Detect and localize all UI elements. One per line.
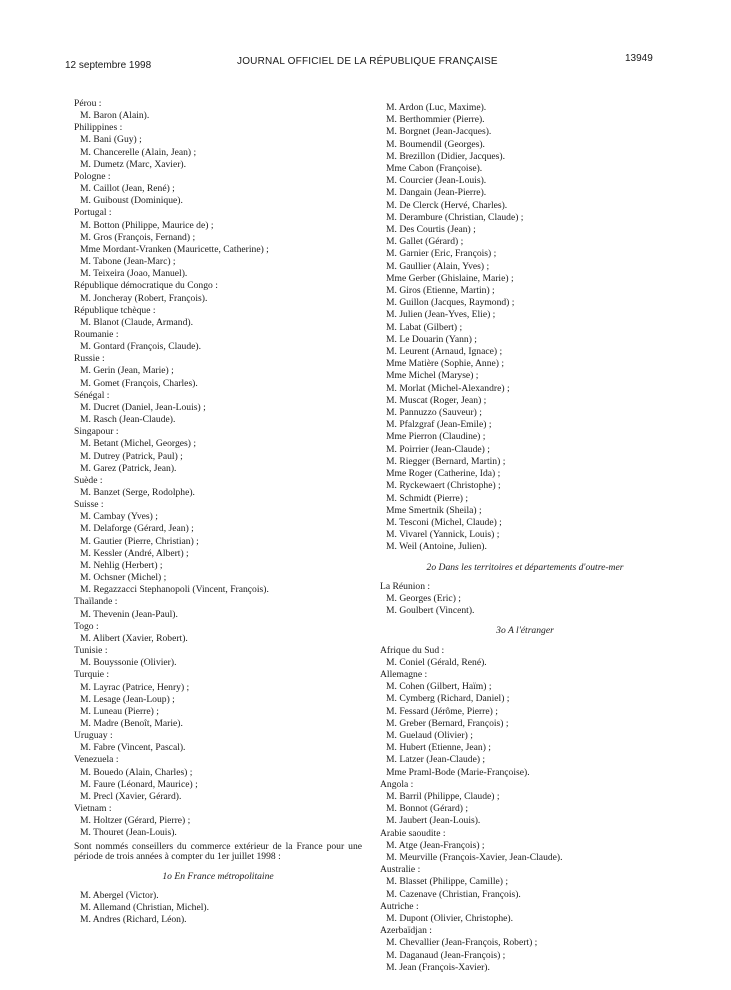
person-entry: M. Atge (Jean-François) ;: [386, 839, 485, 851]
country-heading: Vietnam :: [74, 803, 112, 815]
person-entry: Mme Praml-Bode (Marie-Françoise).: [386, 766, 530, 778]
person-entry: M. Delaforge (Gérard, Jean) ;: [80, 523, 194, 535]
person-entry: M. Vivarel (Yannick, Louis) ;: [386, 529, 500, 541]
person-entry: M. Labat (Gilbert) ;: [386, 321, 463, 333]
person-entry: M. De Clerck (Hervé, Charles).: [386, 199, 508, 211]
person-entry: M. Bouedo (Alain, Charles) ;: [80, 766, 193, 778]
country-heading: La Réunion :: [380, 580, 431, 592]
person-entry: M. Teixeira (Joao, Manuel).: [80, 268, 188, 280]
person-entry: M. Betant (Michel, Georges) ;: [80, 438, 196, 450]
person-entry: M. Dangain (Jean-Pierre).: [386, 187, 487, 199]
person-entry: M. Lesage (Jean-Loup) ;: [80, 693, 175, 705]
journal-title: JOURNAL OFFICIEL DE LA RÉPUBLIQUE FRANÇAISE: [237, 56, 498, 67]
person-entry: M. Riegger (Bernard, Martin) ;: [386, 455, 506, 467]
person-entry: M. Jean (François-Xavier).: [386, 961, 490, 973]
country-heading: Turquie :: [74, 669, 110, 681]
publication-date: 12 septembre 1998: [65, 60, 152, 71]
section-heading: 3o A l'étranger: [496, 625, 554, 637]
person-entry: M. Kessler (André, Albert) ;: [80, 547, 189, 559]
person-entry: M. Bani (Guy) ;: [80, 134, 142, 146]
person-entry: M. Blanot (Claude, Armand).: [80, 316, 193, 328]
person-entry: M. Cambay (Yves) ;: [80, 511, 158, 523]
person-entry: M. Georges (Eric) ;: [386, 592, 461, 604]
person-entry: M. Muscat (Roger, Jean) ;: [386, 394, 487, 406]
person-entry: M. Guillon (Jacques, Raymond) ;: [386, 297, 515, 309]
person-entry: M. Borgnet (Jean-Jacques).: [386, 126, 492, 138]
person-entry: M. Coniel (Gérald, René).: [386, 656, 487, 668]
person-entry: M. Ryckewaert (Christophe) ;: [386, 480, 501, 492]
person-entry: M. Courcier (Jean-Louis).: [386, 175, 487, 187]
person-entry: M. Giros (Etienne, Martin) ;: [386, 285, 495, 297]
person-entry: M. Fabre (Vincent, Pascal).: [80, 742, 186, 754]
person-entry: M. Bonnot (Gérard) ;: [386, 803, 469, 815]
country-heading: Togo :: [74, 620, 99, 632]
person-entry: M. Chancerelle (Alain, Jean) ;: [80, 146, 197, 158]
country-heading: Afrique du Sud :: [380, 644, 445, 656]
person-entry: Mme Michel (Maryse) ;: [386, 370, 479, 382]
person-entry: M. Blasset (Philippe, Camille) ;: [386, 876, 509, 888]
person-entry: M. Guiboust (Dominique).: [80, 195, 183, 207]
person-entry: M. Gros (François, Fernand) ;: [80, 231, 196, 243]
person-entry: M. Schmidt (Pierre) ;: [386, 492, 469, 504]
person-entry: M. Gontard (François, Claude).: [80, 341, 201, 353]
person-entry: M. Ducret (Daniel, Jean-Louis) ;: [80, 401, 206, 413]
country-heading: Portugal :: [74, 207, 112, 219]
country-heading: Uruguay :: [74, 730, 113, 742]
person-entry: M. Guelaud (Olivier) ;: [386, 729, 473, 741]
country-heading: Singapour :: [74, 426, 119, 438]
country-heading: Thaïlande :: [74, 596, 118, 608]
person-entry: M. Ochsner (Michel) ;: [80, 572, 167, 584]
person-entry: M. Cazenave (Christian, François).: [386, 888, 521, 900]
person-entry: M. Thevenin (Jean-Paul).: [80, 608, 178, 620]
person-entry: M. Weil (Antoine, Julien).: [386, 541, 487, 553]
person-entry: M. Fessard (Jérôme, Pierre) ;: [386, 705, 498, 717]
person-entry: M. Barril (Philippe, Claude) ;: [386, 790, 500, 802]
person-entry: M. Dupont (Olivier, Christophe).: [386, 913, 513, 924]
person-entry: M. Goulbert (Vincent).: [386, 605, 475, 617]
person-entry: M. Gerin (Jean, Marie) ;: [80, 365, 174, 377]
person-entry: M. Rasch (Jean-Claude).: [80, 414, 176, 426]
person-entry: M. Daganaud (Jean-François) ;: [386, 949, 506, 961]
person-entry: M. Andres (Richard, Léon).: [80, 914, 187, 925]
person-entry: M. Abergel (Victor).: [80, 889, 159, 901]
person-entry: M. Morlat (Michel-Alexandre) ;: [386, 382, 510, 394]
person-entry: M. Julien (Jean-Yves, Elie) ;: [386, 309, 496, 321]
person-entry: M. Joncheray (Robert, François).: [80, 292, 208, 304]
country-heading: Roumanie :: [74, 328, 119, 340]
person-entry: M. Precl (Xavier, Gérard).: [80, 790, 182, 802]
person-entry: Mme Smertnik (Sheila) ;: [386, 504, 482, 516]
country-heading: Sénégal :: [74, 389, 110, 401]
person-entry: M. Layrac (Patrice, Henry) ;: [80, 681, 190, 693]
person-entry: M. Greber (Bernard, François) ;: [386, 717, 509, 729]
country-heading: Angola :: [380, 778, 414, 790]
person-entry: M. Baron (Alain).: [80, 110, 150, 122]
person-entry: M. Cymberg (Richard, Daniel) ;: [386, 693, 510, 705]
person-entry: M. Brezillon (Didier, Jacques).: [386, 150, 505, 162]
person-entry: M. Hubert (Etienne, Jean) ;: [386, 742, 491, 754]
person-entry: M. Caillot (Jean, René) ;: [80, 183, 175, 195]
page-header: [0, 0, 731, 80]
person-entry: M. Banzet (Serge, Rodolphe).: [80, 487, 195, 498]
country-heading: Australie :: [380, 864, 421, 876]
person-entry: M. Tesconi (Michel, Claude) ;: [386, 516, 502, 528]
person-entry: M. Pfalzgraf (Jean-Emile) ;: [386, 419, 492, 431]
right-column: [380, 102, 670, 974]
person-entry: M. Leurent (Arnaud, Ignace) ;: [386, 346, 503, 358]
person-entry: M. Berthommier (Pierre).: [386, 114, 485, 126]
person-entry: M. Jaubert (Jean-Louis).: [386, 815, 481, 827]
person-entry: M. Pannuzzo (Sauveur) ;: [386, 407, 482, 419]
person-entry: M. Gomet (François, Charles).: [80, 377, 198, 389]
country-heading: Philippines :: [74, 122, 123, 134]
decree-paragraph: Sont nommés conseillers du commerce extérieur de la France pour une période de trois années à compter du 1er juillet 1998 :: [74, 840, 362, 863]
person-entry: M. Des Courtis (Jean) ;: [386, 224, 476, 236]
person-entry: M. Madre (Benoît, Marie).: [80, 717, 183, 729]
country-heading: Suède :: [74, 474, 103, 486]
person-entry: M. Allemand (Christian, Michel).: [80, 901, 209, 913]
person-entry: M. Dutrey (Patrick, Paul) ;: [80, 450, 183, 462]
person-entry: Mme Mordant-Vranken (Mauricette, Catherine) ;: [80, 243, 269, 255]
person-entry: Mme Matière (Sophie, Anne) ;: [386, 358, 505, 370]
person-entry: M. Gallet (Gérard) ;: [386, 236, 464, 248]
country-heading: Pologne :: [74, 170, 111, 182]
country-heading: République démocratique du Congo :: [74, 280, 218, 292]
person-entry: M. Ardon (Luc, Maxime).: [386, 102, 487, 113]
person-entry: M. Faure (Léonard, Maurice) ;: [80, 778, 198, 790]
person-entry: M. Garez (Patrick, Jean).: [80, 462, 177, 474]
country-heading: République tchèque :: [74, 304, 156, 316]
left-column: [74, 98, 362, 926]
country-heading: Pérou :: [74, 98, 102, 109]
country-heading: Azerbaïdjan :: [380, 925, 432, 937]
person-entry: M. Gaullier (Alain, Yves) ;: [386, 260, 490, 272]
person-entry: M. Bouyssonie (Olivier).: [80, 657, 177, 669]
country-heading: Autriche :: [380, 900, 419, 912]
person-entry: M. Regazzacci Stephanopoli (Vincent, François).: [80, 584, 269, 596]
person-entry: M. Meurville (François-Xavier, Jean-Claude).: [386, 851, 563, 863]
person-entry: Mme Pierron (Claudine) ;: [386, 431, 486, 443]
page-number: 13949: [625, 53, 653, 64]
country-heading: Venezuela :: [74, 754, 119, 766]
country-heading: Arabie saoudite :: [380, 827, 446, 839]
person-entry: M. Alibert (Xavier, Robert).: [80, 632, 188, 644]
person-entry: M. Le Douarin (Yann) ;: [386, 333, 477, 345]
person-entry: M. Botton (Philippe, Maurice de) ;: [80, 219, 214, 231]
person-entry: M. Tabone (Jean-Marc) ;: [80, 256, 176, 268]
person-entry: M. Garnier (Eric, François) ;: [386, 248, 497, 260]
person-entry: M. Luneau (Pierre) ;: [80, 705, 159, 717]
person-entry: M. Dumetz (Marc, Xavier).: [80, 158, 187, 170]
person-entry: M. Nehlig (Herbert) ;: [80, 559, 163, 571]
section-heading: 1o En France métropolitaine: [162, 870, 274, 882]
person-entry: Mme Gerber (Ghislaine, Marie) ;: [386, 272, 514, 284]
country-heading: Allemagne :: [380, 668, 428, 680]
country-heading: Russie :: [74, 353, 105, 365]
country-heading: Tunisie :: [74, 645, 108, 657]
person-entry: M. Cohen (Gilbert, Haïm) ;: [386, 681, 492, 693]
person-entry: M. Thouret (Jean-Louis).: [80, 827, 177, 839]
section-heading: 2o Dans les territoires et départements d'outre-mer: [426, 561, 624, 573]
person-entry: M. Chevallier (Jean-François, Robert) ;: [386, 937, 538, 949]
person-entry: Mme Cabon (Françoise).: [386, 163, 483, 175]
person-entry: M. Poirrier (Jean-Claude) ;: [386, 443, 490, 455]
person-entry: Mme Roger (Catherine, Ida) ;: [386, 468, 501, 480]
person-entry: M. Holtzer (Gérard, Pierre) ;: [80, 815, 191, 827]
country-heading: Suisse :: [74, 499, 104, 511]
person-entry: M. Latzer (Jean-Claude) ;: [386, 754, 486, 766]
person-entry: M. Gautier (Pierre, Christian) ;: [80, 535, 199, 547]
person-entry: M. Derambure (Christian, Claude) ;: [386, 211, 524, 223]
person-entry: M. Boumendil (Georges).: [386, 138, 485, 150]
